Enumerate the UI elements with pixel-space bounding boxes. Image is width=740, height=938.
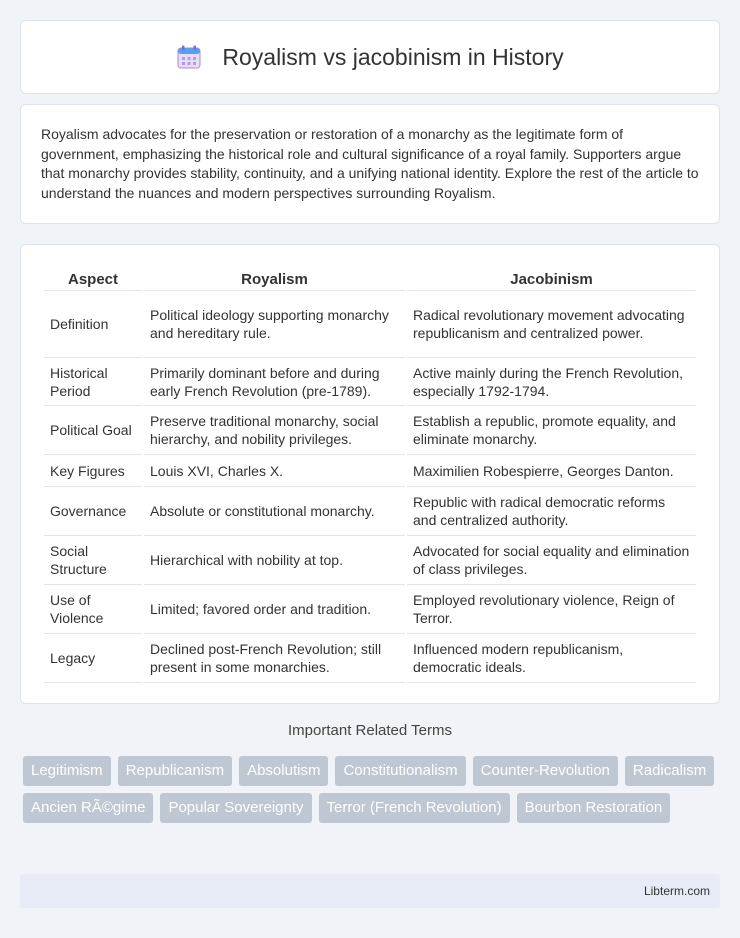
table-row (44, 291, 696, 358)
table-row (44, 634, 696, 683)
calendar-icon (176, 44, 202, 70)
royalism-cell: Absolute or constitutional monarchy. (144, 487, 405, 536)
tag-legitimism[interactable]: Legitimism (23, 756, 111, 786)
header-royalism: Royalism (144, 265, 405, 291)
footer-site-link[interactable]: Libterm.com (643, 884, 710, 898)
table-row (44, 487, 696, 536)
header-aspect: Aspect (44, 265, 142, 291)
tag-popular-sovereignty[interactable]: Popular Sovereignty (160, 793, 311, 823)
table-header-row (44, 265, 696, 291)
jacobinism-cell: Active mainly during the French Revolution, especially 1792-1794. (407, 358, 696, 406)
royalism-cell: Political ideology supporting monarchy and hereditary rule. (144, 291, 405, 358)
tag-terror[interactable]: Terror (French Revolution) (319, 793, 510, 823)
jacobinism-cell: Maximilien Robespierre, Georges Danton. (407, 455, 696, 487)
tag-bourbon-restoration[interactable]: Bourbon Restoration (517, 793, 671, 823)
header-jacobinism: Jacobinism (407, 265, 696, 291)
table-row (44, 455, 696, 487)
aspect-cell: Social Structure (44, 536, 142, 585)
aspect-cell: Legacy (44, 634, 142, 683)
royalism-cell: Louis XVI, Charles X. (144, 455, 405, 487)
royalism-cell: Primarily dominant before and during early French Revolution (pre-1789). (144, 358, 405, 406)
jacobinism-cell: Radical revolutionary movement advocating republicanism and centralized power. (407, 291, 696, 358)
aspect-cell: Governance (44, 487, 142, 536)
table-row (44, 406, 696, 455)
aspect-cell: Historical Period (44, 358, 142, 406)
comparison-table (42, 265, 698, 683)
table-row (44, 358, 696, 406)
table-row (44, 536, 696, 585)
page-title: Royalism vs jacobinism in History (222, 43, 564, 70)
royalism-cell: Preserve traditional monarchy, social hierarchy, and nobility privileges. (144, 406, 405, 455)
intro-text: Royalism advocates for the preservation or restoration of a monarchy as the legitimate form of government, emphasizing the historical role and cultural significance of a royal family. Supporters argue that monarchy provides stability, continuity, and a unifying national identity. Explore the rest of the article to understand the nuances and modern perspectives surrounding Royalism. (41, 126, 699, 201)
jacobinism-cell: Influenced modern republicanism, democratic ideals. (407, 634, 696, 683)
tag-republicanism[interactable]: Republicanism (118, 756, 232, 786)
aspect-cell: Use of Violence (44, 585, 142, 634)
tag-absolutism[interactable]: Absolutism (239, 756, 328, 786)
jacobinism-cell: Advocated for social equality and elimination of class privileges. (407, 536, 696, 585)
tag-counter-revolution[interactable]: Counter-Revolution (473, 756, 618, 786)
table-row (44, 585, 696, 634)
footer (20, 874, 720, 908)
tag-radicalism[interactable]: Radicalism (625, 756, 714, 786)
royalism-cell: Declined post-French Revolution; still present in some monarchies. (144, 634, 405, 683)
related-terms-title: Important Related Terms (288, 722, 452, 739)
jacobinism-cell: Employed revolutionary violence, Reign of Terror. (407, 585, 696, 634)
related-terms-list (23, 756, 723, 823)
header-card (20, 20, 720, 94)
aspect-cell: Political Goal (44, 406, 142, 455)
comparison-table-card (20, 244, 720, 704)
intro-card (20, 104, 720, 224)
tag-ancien-regime[interactable]: Ancien RÃ©gime (23, 793, 153, 823)
aspect-cell: Key Figures (44, 455, 142, 487)
royalism-cell: Limited; favored order and tradition. (144, 585, 405, 634)
royalism-cell: Hierarchical with nobility at top. (144, 536, 405, 585)
tag-constitutionalism[interactable]: Constitutionalism (335, 756, 465, 786)
aspect-cell: Definition (44, 291, 142, 358)
jacobinism-cell: Republic with radical democratic reforms and centralized authority. (407, 487, 696, 536)
jacobinism-cell: Establish a republic, promote equality, and eliminate monarchy. (407, 406, 696, 455)
